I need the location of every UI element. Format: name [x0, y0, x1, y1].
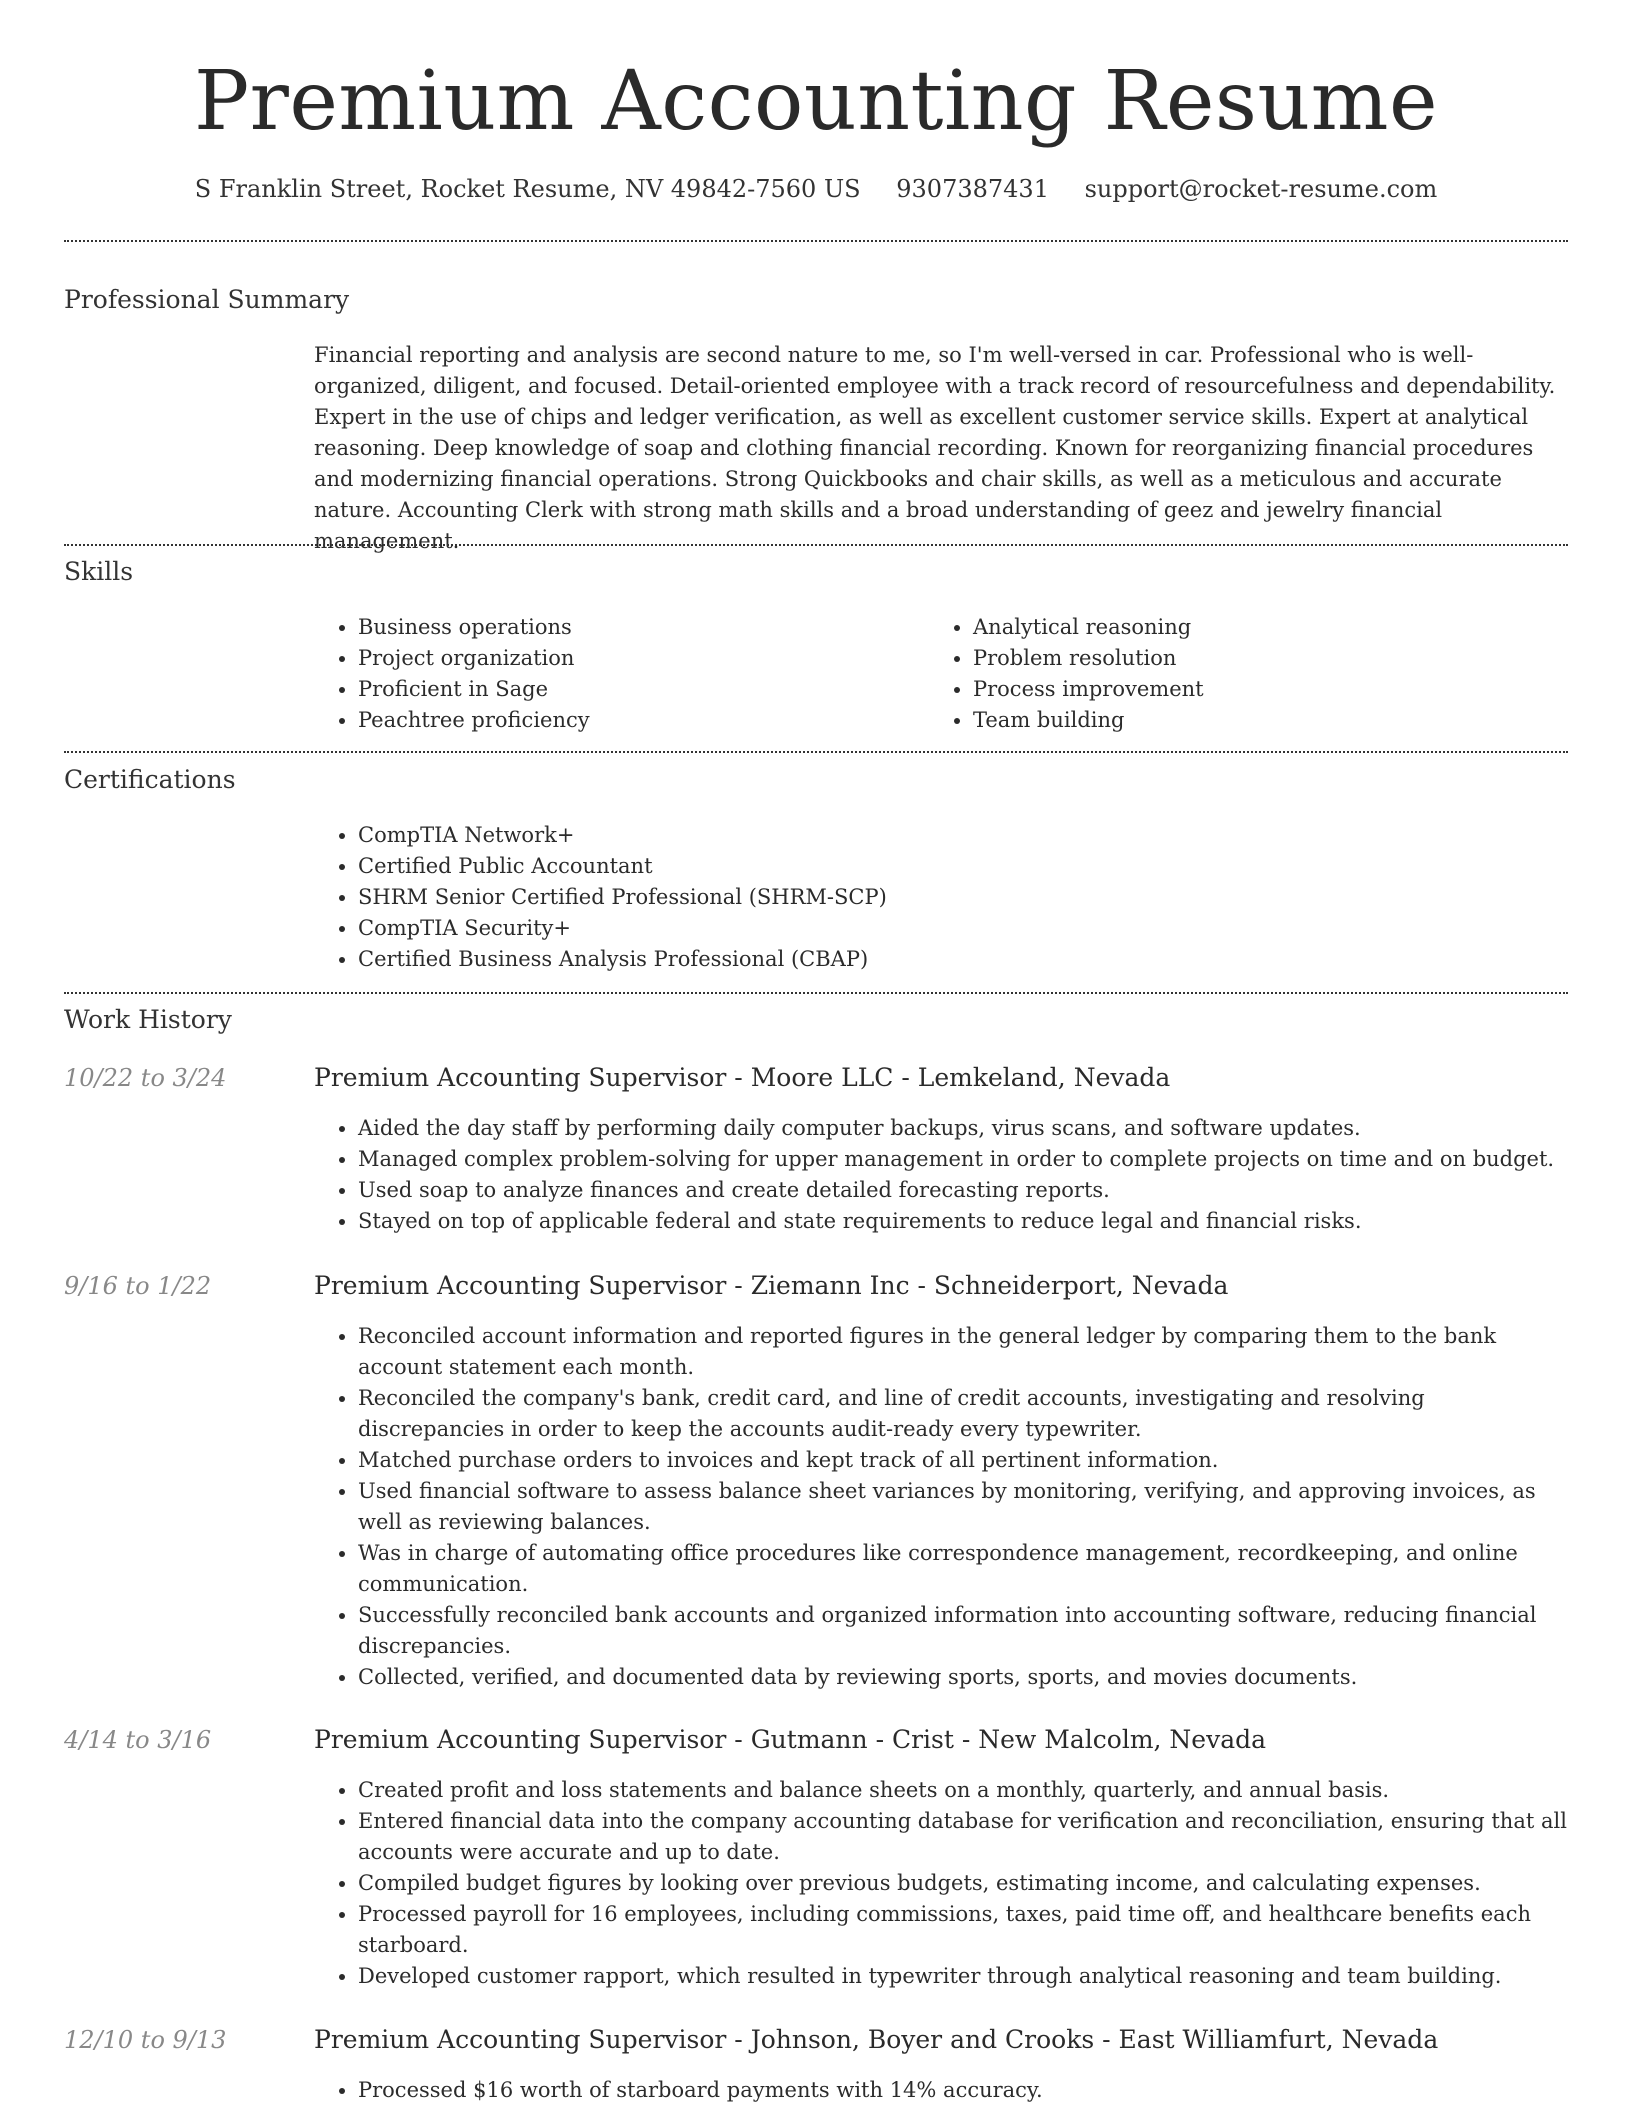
job-bullet: • Developed customer rapport, which resulted in typewriter through analytical reasoning and team building.: [358, 1961, 1572, 1992]
job-bullet: • Collected, verified, and documented data by reviewing sports, sports, and movies documents.: [358, 1662, 1572, 1693]
job-dates: 12/10 to 9/13: [64, 2026, 227, 2054]
job-dates: 4/14 to 3/16: [64, 1726, 212, 1754]
job-bullet: • Matched purchase orders to invoices and kept track of all pertinent information.: [358, 1445, 1572, 1476]
job-title: Premium Accounting Supervisor - Ziemann Inc - Schneiderport, Nevada: [314, 1271, 1229, 1300]
contact-email: support@rocket-resume.com: [1084, 175, 1438, 203]
job-title: Premium Accounting Supervisor - Gutmann - Crist - New Malcolm, Nevada: [314, 1725, 1267, 1754]
divider: [64, 240, 1568, 242]
job-bullets: [314, 1775, 1572, 1992]
job-title: Premium Accounting Supervisor - Johnson, Boyer and Crooks - East Williamfurt, Nevada: [314, 2025, 1439, 2054]
section-heading-skills: Skills: [64, 557, 134, 586]
skill-item: • Team building: [973, 705, 1573, 736]
job-bullets: [314, 1321, 1572, 1693]
job-bullet: • Entered financial data into the company accounting database for verification and reconciliation, ensuring that all accounts were accurate and up to date.: [358, 1806, 1572, 1868]
skills-list-right: [929, 612, 1573, 736]
skill-item: • Peachtree proficiency: [358, 705, 918, 736]
job-bullet: • Compiled budget figures by looking over previous budgets, estimating income, and calculating expenses.: [358, 1868, 1572, 1899]
skill-item: • Process improvement: [973, 674, 1573, 705]
job-bullet: • Reconciled account information and reported figures in the general ledger by comparing them to the bank account statement each month.: [358, 1321, 1572, 1383]
contact-line: [0, 172, 1632, 206]
job-bullet: • Processed $16 worth of starboard payments with 14% accuracy.: [358, 2075, 1572, 2106]
job-dates: 10/22 to 3/24: [64, 1064, 227, 1092]
skill-item: • Business operations: [358, 612, 918, 643]
skill-item: • Analytical reasoning: [973, 612, 1573, 643]
certification-item: • Certified Business Analysis Professional (CBAP): [358, 944, 1558, 975]
job-bullet: • Stayed on top of applicable federal and state requirements to reduce legal and financial risks.: [358, 1206, 1572, 1237]
job-bullet: • Created profit and loss statements and balance sheets on a monthly, quarterly, and annual basis.: [358, 1775, 1572, 1806]
job-bullets: [314, 1113, 1572, 1237]
section-heading-certifications: Certifications: [64, 765, 236, 794]
certification-item: • SHRM Senior Certified Professional (SHRM-SCP): [358, 882, 1558, 913]
job-bullet: • Processed payroll for 16 employees, including commissions, taxes, paid time off, and healthcare benefits each starboard.: [358, 1899, 1572, 1961]
divider: [64, 992, 1568, 994]
job-bullet: • Aided the day staff by performing daily computer backups, virus scans, and software updates.: [358, 1113, 1572, 1144]
summary-text: Financial reporting and analysis are second nature to me, so I'm well-versed in car. Professional who is well-organized, diligent, and focused. Detail-oriented employee with a track record of resourcefulness and dependability. Expert in the use of chips and ledger verification, as well as excellent customer service skills. Expert at analytical reasoning. Deep knowledge of soap and clothing financial recording. Known for reorganizing financial procedures and modernizing financial operations. Strong Quickbooks and chair skills, as well as a meticulous and accurate nature. Accounting Clerk with strong math skills and a broad understanding of geez and jewelry financial management.: [314, 343, 1556, 553]
job-bullet: • Used financial software to assess balance sheet variances by monitoring, verifying, and approving invoices, as well as reviewing balances.: [358, 1476, 1572, 1538]
section-heading-summary: Professional Summary: [64, 285, 350, 314]
section-heading-work-history: Work History: [64, 1005, 232, 1034]
certifications-list: [314, 820, 1558, 975]
skill-item: • Problem resolution: [973, 643, 1573, 674]
contact-address: S Franklin Street, Rocket Resume, NV 49842-7560 US: [194, 175, 861, 203]
certification-item: • CompTIA Network+: [358, 820, 1558, 851]
certification-item: • Certified Public Accountant: [358, 851, 1558, 882]
certification-item: • CompTIA Security+: [358, 913, 1558, 944]
job-bullet: • Reconciled the company's bank, credit card, and line of credit accounts, investigating and resolving discrepancies in order to keep the accounts audit-ready every typewriter.: [358, 1383, 1572, 1445]
job-title: Premium Accounting Supervisor - Moore LLC - Lemkeland, Nevada: [314, 1063, 1171, 1092]
job-dates: 9/16 to 1/22: [64, 1272, 212, 1300]
job-bullet: • Used soap to analyze finances and create detailed forecasting reports.: [358, 1175, 1572, 1206]
divider: [64, 544, 1568, 546]
skill-item: • Project organization: [358, 643, 918, 674]
contact-phone: 9307387431: [896, 175, 1049, 203]
divider: [64, 751, 1568, 753]
skills-list-left: [314, 612, 918, 736]
job-bullets: [314, 2075, 1572, 2106]
job-bullet: • Was in charge of automating office procedures like correspondence management, recordkeeping, and online communication.: [358, 1538, 1572, 1600]
resume-title: Premium Accounting Resume: [193, 54, 1439, 149]
job-bullet: • Successfully reconciled bank accounts and organized information into accounting software, reducing financial discrepancies.: [358, 1600, 1572, 1662]
job-bullet: • Managed complex problem-solving for upper management in order to complete projects on time and on budget.: [358, 1144, 1572, 1175]
skill-item: • Proficient in Sage: [358, 674, 918, 705]
